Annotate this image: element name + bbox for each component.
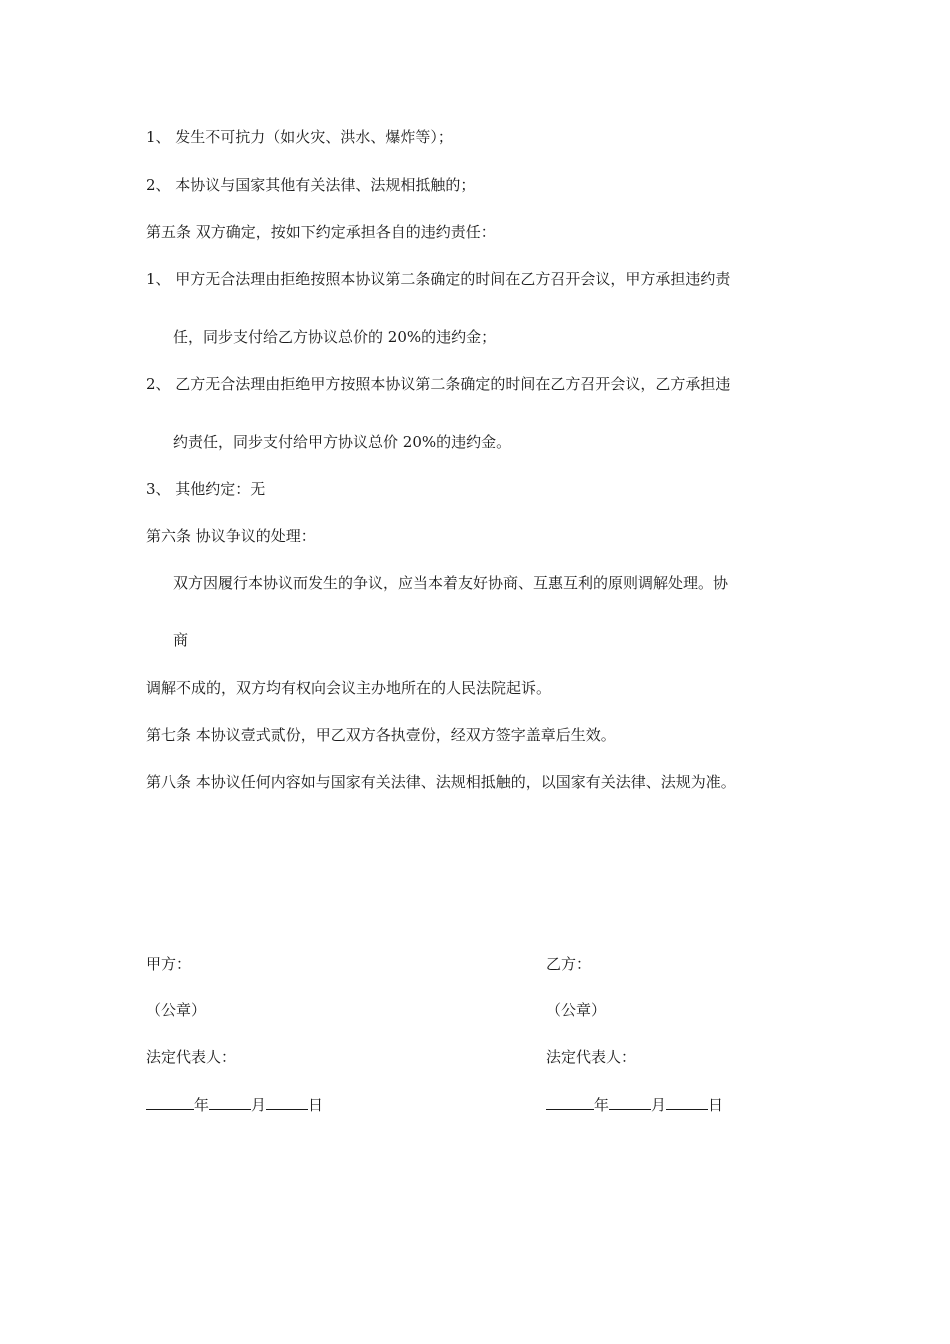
- clause-line: 2、 本协议与国家其他有关法律、法规相抵触的；: [146, 176, 476, 194]
- month-label: 月: [651, 1096, 667, 1114]
- year-label: 年: [594, 1096, 610, 1114]
- paragraph-line: 商: [173, 631, 189, 649]
- clause-line: 1、 发生不可抗力（如火灾、洪水、爆炸等）；: [146, 128, 453, 146]
- party-b-seal: （公章）: [546, 1001, 607, 1019]
- year-blank[interactable]: [546, 1095, 594, 1110]
- month-label: 月: [251, 1096, 267, 1114]
- party-a-label: 甲方：: [146, 955, 192, 973]
- day-blank[interactable]: [666, 1095, 708, 1110]
- clause-line: 3、 其他约定：无: [146, 480, 266, 498]
- article-heading: 第五条 双方确定，按如下约定承担各自的违约责任：: [146, 223, 496, 241]
- party-b-date: [546, 1095, 723, 1115]
- party-b-representative: 法定代表人：: [546, 1048, 637, 1066]
- year-blank[interactable]: [146, 1095, 194, 1110]
- paragraph-line: 双方因履行本协议而发生的争议，应当本着友好协商、互惠互利的原则调解处理。协: [173, 574, 729, 592]
- article-heading: 第八条 本协议任何内容如与国家有关法律、法规相抵触的，以国家有关法律、法规为准。: [146, 773, 736, 791]
- party-a-seal: （公章）: [146, 1001, 207, 1019]
- year-label: 年: [194, 1096, 210, 1114]
- party-a-representative: 法定代表人：: [146, 1048, 237, 1066]
- day-blank[interactable]: [266, 1095, 308, 1110]
- party-a-date: [146, 1095, 323, 1115]
- clause-line: 2、 乙方无合法理由拒绝甲方按照本协议第二条确定的时间在乙方召开会议，乙方承担违: [146, 375, 731, 393]
- article-heading: 第七条 本协议壹式贰份，甲乙双方各执壹份，经双方签字盖章后生效。: [146, 726, 616, 744]
- paragraph-line: 调解不成的，双方均有权向会议主办地所在的人民法院起诉。: [146, 679, 552, 697]
- clause-line: 1、 甲方无合法理由拒绝按照本协议第二条确定的时间在乙方召开会议，甲方承担违约责: [146, 270, 731, 288]
- day-label: 日: [308, 1096, 324, 1114]
- month-blank[interactable]: [209, 1095, 251, 1110]
- day-label: 日: [708, 1096, 724, 1114]
- month-blank[interactable]: [609, 1095, 651, 1110]
- clause-continuation: 约责任，同步支付给甲方协议总价 20%的违约金。: [173, 433, 512, 451]
- article-heading: 第六条 协议争议的处理：: [146, 527, 316, 545]
- clause-continuation: 任，同步支付给乙方协议总价的 20%的违约金；: [173, 328, 497, 346]
- party-b-label: 乙方：: [546, 955, 592, 973]
